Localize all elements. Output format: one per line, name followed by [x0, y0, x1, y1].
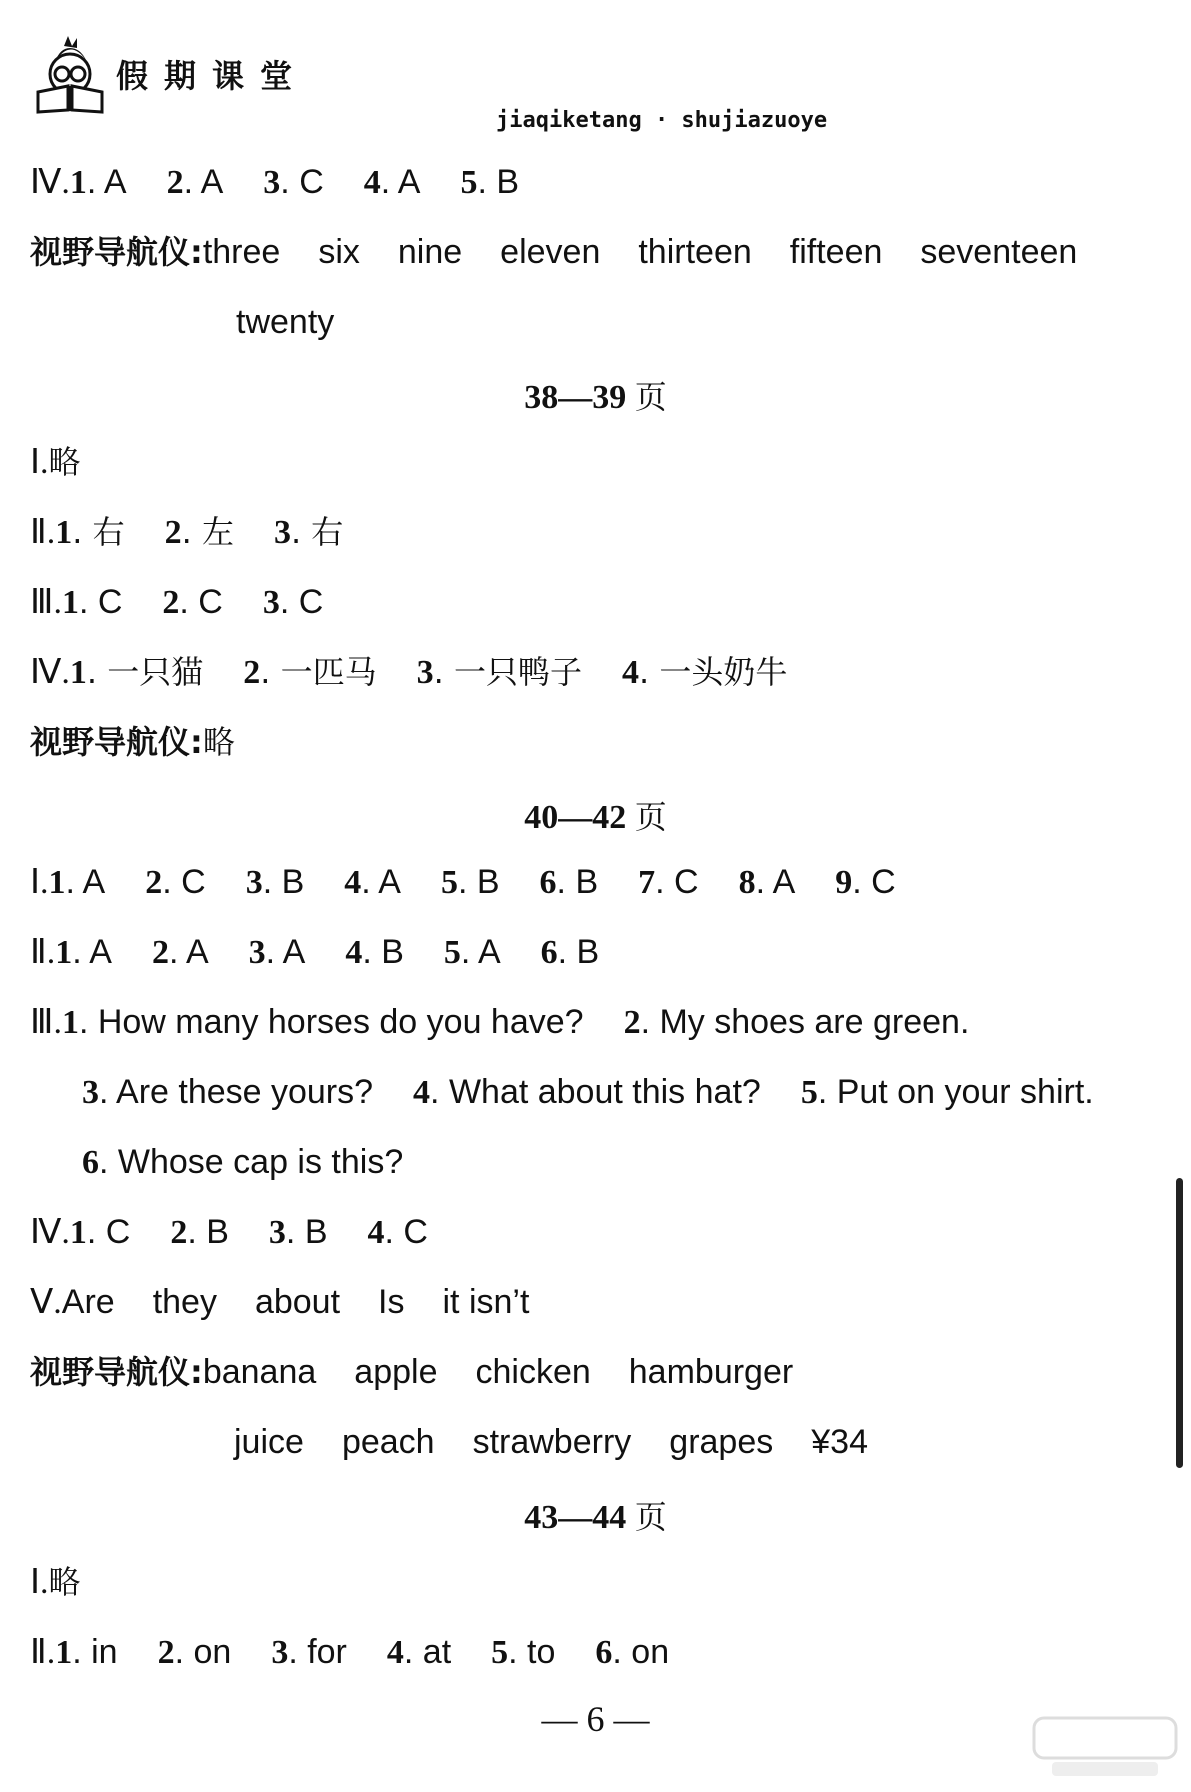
- answer-item: [70, 163, 127, 201]
- answer-item: [274, 513, 343, 551]
- answer-item: [801, 1073, 1094, 1111]
- item-answer: . B: [262, 863, 305, 901]
- watermark-logo: [1030, 1712, 1180, 1782]
- answer-row: [30, 232, 1077, 272]
- item-number: 5: [443, 934, 461, 971]
- section-label: 视野导航仪:: [30, 233, 203, 271]
- answer-item: [413, 1073, 761, 1111]
- item-number: 4: [367, 1214, 385, 1251]
- answer-item: [541, 933, 600, 971]
- answer-item: [269, 1213, 328, 1251]
- item-number: 4: [363, 164, 381, 201]
- item-answer: . on: [612, 1633, 670, 1671]
- item-number: 6: [540, 934, 558, 971]
- item-number: 1: [55, 934, 73, 971]
- answer-item: [344, 863, 401, 901]
- item-number: 3: [262, 584, 280, 621]
- item-number: 7: [638, 864, 656, 901]
- item-number: 2: [166, 164, 184, 201]
- answer-word: banana: [202, 1353, 317, 1391]
- item-answer: . B: [362, 933, 404, 971]
- answer-word: they: [152, 1283, 217, 1321]
- answer-text: 略: [48, 1563, 81, 1601]
- answer-row: [30, 1002, 969, 1043]
- page-number: — 6 —: [541, 1699, 650, 1739]
- item-answer: . A: [86, 163, 127, 201]
- header-subtitle: jiaqiketang · shujiazuoye: [496, 108, 828, 133]
- answer-word: six: [318, 233, 360, 271]
- answer-item: [345, 933, 404, 971]
- answer-item: [739, 863, 796, 901]
- answer-item: [368, 1213, 428, 1251]
- item-number: 2: [151, 934, 169, 971]
- item-answer: . B: [556, 863, 599, 901]
- item-number: 1: [61, 584, 79, 621]
- answer-row: [236, 302, 334, 342]
- item-answer: . Put on your shirt.: [817, 1073, 1094, 1111]
- item-number: 5: [491, 1634, 509, 1671]
- item-number: 8: [738, 864, 756, 901]
- answer-word: peach: [341, 1423, 435, 1461]
- item-number: 5: [460, 164, 478, 201]
- roman-numeral: Ⅴ.: [30, 1284, 62, 1321]
- item-answer: . A: [72, 933, 112, 971]
- item-number: 4: [621, 654, 639, 691]
- item-answer: . C: [179, 583, 223, 621]
- answer-item: [460, 163, 519, 201]
- answer-item: [624, 1003, 970, 1041]
- item-number: 4: [413, 1074, 431, 1111]
- item-number: 4: [386, 1634, 404, 1671]
- item-answer: . C: [852, 863, 896, 901]
- answer-item: [491, 1633, 555, 1671]
- roman-numeral: Ⅳ.: [30, 164, 70, 201]
- answer-item: [49, 863, 106, 901]
- answer-item: [638, 863, 698, 901]
- item-answer: . 右: [290, 513, 344, 551]
- section-label: 视野导航仪:: [30, 1353, 203, 1391]
- answer-word: Is: [378, 1283, 405, 1321]
- item-number: 2: [162, 584, 180, 621]
- item-answer: . on: [174, 1633, 232, 1671]
- item-answer: . A: [380, 163, 421, 201]
- answer-row: [30, 442, 81, 483]
- answer-item: [835, 863, 895, 901]
- answer-word: juice: [234, 1423, 304, 1461]
- item-answer: . A: [65, 863, 106, 901]
- item-answer: . 一只鸭子: [433, 653, 582, 691]
- answer-item: [70, 1213, 130, 1251]
- item-answer: . 左: [181, 513, 234, 551]
- item-answer: . at: [403, 1633, 452, 1671]
- item-answer: . B: [285, 1213, 328, 1251]
- item-number: 1: [55, 1634, 73, 1671]
- answer-row: [30, 722, 235, 762]
- answer-item: [444, 933, 501, 971]
- item-number: 3: [248, 934, 266, 971]
- item-answer: . C: [280, 163, 324, 201]
- item-number: 3: [263, 164, 281, 201]
- answer-item: [595, 1633, 669, 1671]
- answer-item: [263, 583, 323, 621]
- item-number: 6: [539, 864, 557, 901]
- item-number: 2: [145, 864, 163, 901]
- answer-item: [170, 1213, 229, 1251]
- item-answer: . B: [557, 933, 600, 971]
- answer-row: [30, 1352, 793, 1392]
- answer-word: ¥34: [811, 1423, 868, 1461]
- item-answer: . A: [460, 933, 501, 971]
- answer-item: [417, 653, 582, 691]
- answer-item: [82, 1143, 403, 1181]
- answer-row: [30, 1562, 81, 1603]
- item-answer: . C: [384, 1213, 428, 1251]
- item-answer: . A: [265, 933, 306, 971]
- section-range: 43—44: [524, 1499, 627, 1536]
- item-number: 4: [345, 934, 363, 971]
- item-number: 1: [48, 864, 66, 901]
- answer-item: [167, 163, 224, 201]
- answer-item: [246, 863, 305, 901]
- item-number: 6: [595, 1634, 613, 1671]
- answer-text: 略: [48, 443, 81, 481]
- item-answer: . B: [187, 1213, 229, 1251]
- answer-row: [82, 1072, 1094, 1113]
- answer-item: [271, 1633, 347, 1671]
- answer-row: [82, 1142, 403, 1183]
- item-number: 3: [245, 864, 263, 901]
- roman-numeral: Ⅱ.: [30, 514, 56, 551]
- item-number: 9: [835, 864, 853, 901]
- item-answer: . How many horses do you have?: [78, 1003, 584, 1041]
- section-unit: 页: [634, 1498, 667, 1536]
- section-heading: [0, 1492, 1191, 1538]
- item-answer: . 一只猫: [86, 653, 204, 691]
- item-answer: . Are these yours?: [99, 1073, 374, 1111]
- section-range: 40—42: [524, 799, 627, 836]
- item-number: 2: [243, 654, 261, 691]
- item-answer: . C: [78, 583, 123, 621]
- answer-word: grapes: [669, 1423, 774, 1461]
- section-range: 38—39: [524, 379, 627, 416]
- roman-numeral: Ⅳ.: [30, 654, 70, 691]
- answer-item: [62, 583, 122, 621]
- item-answer: . C: [162, 863, 206, 901]
- item-number: 1: [61, 1004, 79, 1041]
- answer-row: [30, 1632, 669, 1673]
- answer-word: it isn’t: [442, 1283, 530, 1321]
- answer-item: [55, 933, 112, 971]
- answer-row: [30, 582, 323, 623]
- answer-item: [540, 863, 599, 901]
- roman-numeral: Ⅱ.: [30, 1634, 56, 1671]
- answer-text: 略: [202, 723, 235, 761]
- answer-item: [387, 1633, 451, 1671]
- answer-word: chicken: [475, 1353, 591, 1391]
- answer-row: [30, 1282, 529, 1323]
- item-number: 2: [623, 1004, 641, 1041]
- section-label: 视野导航仪:: [30, 723, 203, 761]
- header-title: 假期课堂: [116, 57, 309, 95]
- answer-word: hamburger: [628, 1353, 794, 1391]
- item-number: 3: [268, 1214, 286, 1251]
- section-heading: [0, 792, 1191, 838]
- answer-word: eleven: [500, 233, 601, 271]
- answer-item: [441, 863, 500, 901]
- answer-item: [145, 863, 205, 901]
- item-answer: . What about this hat?: [430, 1073, 761, 1111]
- answer-word: nine: [397, 233, 463, 271]
- scrollbar[interactable]: [1176, 1178, 1183, 1468]
- roman-numeral: Ⅰ.: [30, 864, 49, 901]
- answer-word: strawberry: [472, 1423, 632, 1461]
- answer-item: [55, 1633, 117, 1671]
- answer-word: apple: [354, 1353, 438, 1391]
- item-answer: . C: [279, 583, 324, 621]
- roman-numeral: Ⅰ.: [30, 1564, 49, 1601]
- answer-word: seventeen: [920, 233, 1078, 271]
- answer-item: [82, 1073, 373, 1111]
- roman-numeral: Ⅰ.: [30, 444, 49, 481]
- section-unit: 页: [634, 798, 667, 836]
- item-number: 1: [69, 164, 87, 201]
- answer-item: [152, 933, 209, 971]
- item-answer: . C: [86, 1213, 131, 1251]
- item-number: 6: [82, 1144, 99, 1181]
- item-answer: . to: [508, 1633, 556, 1671]
- item-answer: . for: [288, 1633, 347, 1671]
- answer-item: [70, 653, 203, 691]
- answer-word: about: [254, 1283, 341, 1321]
- item-answer: . A: [183, 163, 224, 201]
- item-number: 3: [273, 514, 291, 551]
- answer-word: thirteen: [638, 233, 752, 271]
- item-answer: . A: [755, 863, 796, 901]
- item-answer: . in: [72, 1633, 118, 1671]
- answer-word: three: [202, 233, 281, 271]
- answer-item: [62, 1003, 584, 1041]
- answer-item: [622, 653, 787, 691]
- roman-numeral: Ⅱ.: [30, 934, 56, 971]
- answer-item: [364, 163, 421, 201]
- item-answer: . B: [457, 863, 500, 901]
- item-number: 1: [55, 514, 73, 551]
- answer-item: [249, 933, 306, 971]
- answer-item: [158, 1633, 232, 1671]
- section-heading: [0, 372, 1191, 418]
- reading-mascot-icon: [30, 34, 110, 114]
- item-number: 5: [800, 1074, 818, 1111]
- answer-item: [165, 513, 234, 551]
- answer-row: [30, 932, 599, 973]
- item-answer: . 一头奶牛: [638, 653, 788, 691]
- roman-numeral: Ⅳ.: [30, 1214, 70, 1251]
- answer-row: [234, 1422, 868, 1462]
- answer-word: twenty: [236, 303, 335, 341]
- answer-item: [55, 513, 124, 551]
- item-number: 1: [69, 654, 87, 691]
- answer-item: [243, 653, 376, 691]
- answer-row: [30, 162, 519, 203]
- roman-numeral: Ⅲ.: [30, 584, 62, 621]
- item-number: 2: [157, 1634, 175, 1671]
- item-answer: . B: [477, 163, 520, 201]
- item-number: 1: [69, 1214, 87, 1251]
- item-answer: . My shoes are green.: [640, 1003, 970, 1041]
- roman-numeral: Ⅲ.: [30, 1004, 62, 1041]
- answer-row: [30, 1212, 428, 1253]
- item-answer: . 一匹马: [260, 653, 377, 691]
- answer-word: Are: [61, 1283, 115, 1321]
- item-number: 5: [440, 864, 458, 901]
- answer-row: [30, 862, 896, 903]
- answer-row: [30, 512, 343, 553]
- item-number: 4: [344, 864, 362, 901]
- item-number: 3: [271, 1634, 289, 1671]
- answer-item: [162, 583, 222, 621]
- item-answer: . C: [655, 863, 699, 901]
- item-number: 3: [416, 654, 434, 691]
- item-answer: . 右: [72, 513, 125, 551]
- item-number: 3: [82, 1074, 99, 1111]
- answer-word: fifteen: [789, 233, 883, 271]
- answer-row: [30, 652, 787, 693]
- answer-item: [263, 163, 323, 201]
- item-number: 2: [170, 1214, 188, 1251]
- section-unit: 页: [634, 378, 667, 416]
- item-answer: . A: [168, 933, 209, 971]
- item-answer: . Whose cap is this?: [99, 1143, 404, 1181]
- item-answer: . A: [361, 863, 401, 901]
- item-number: 2: [164, 514, 182, 551]
- header-logo: [30, 34, 308, 114]
